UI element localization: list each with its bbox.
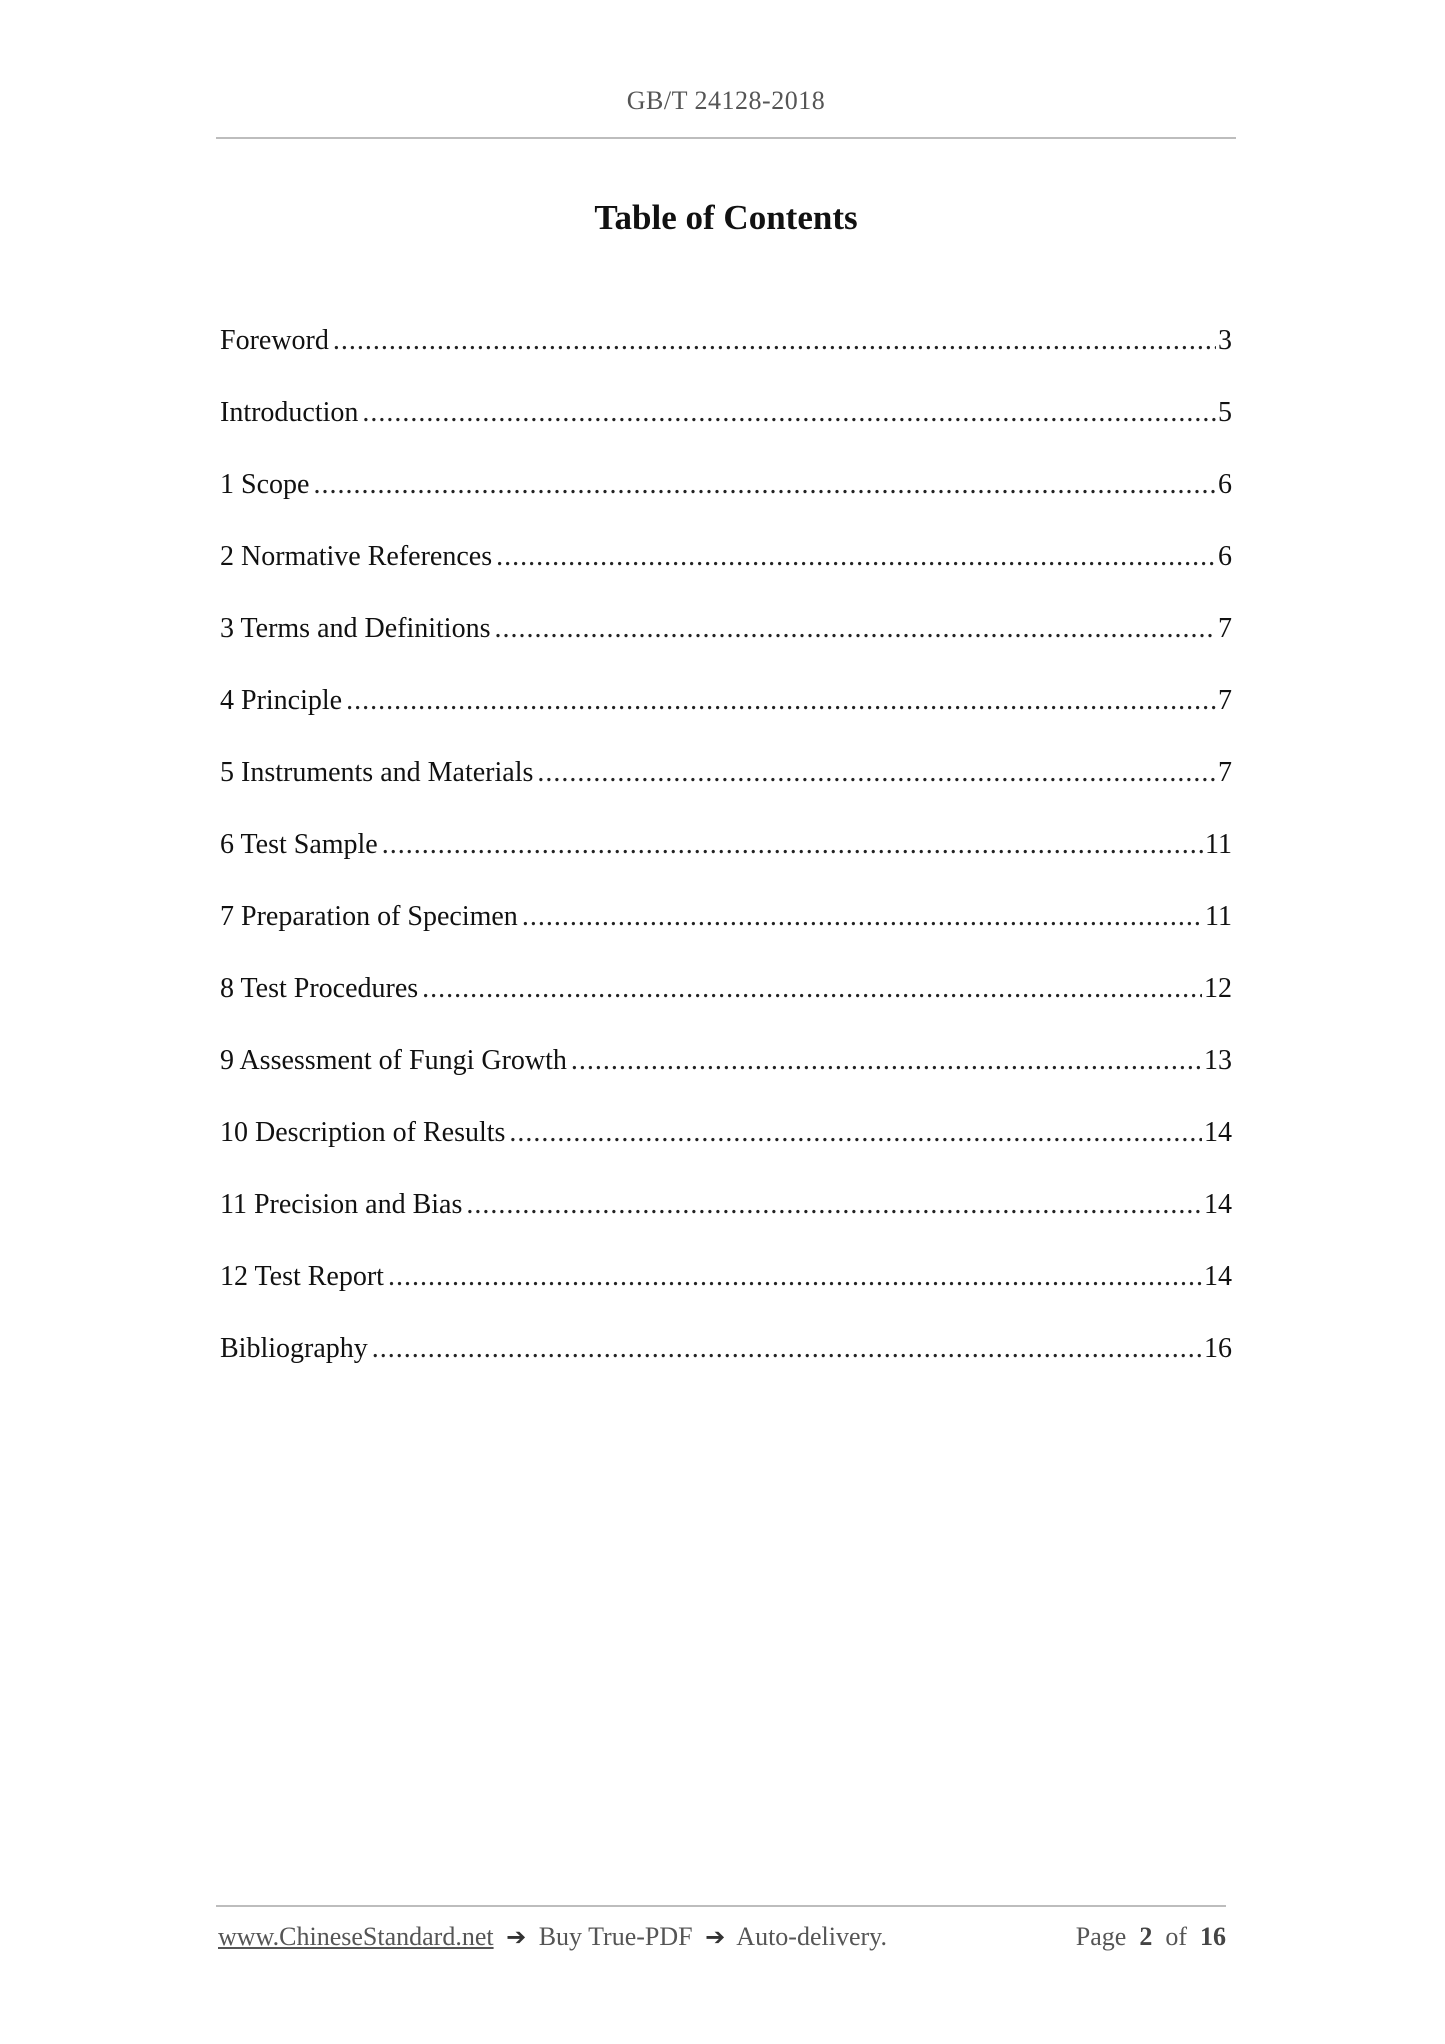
toc-title: Table of Contents: [594, 198, 858, 237]
toc-entry-page: 3: [1218, 325, 1232, 356]
toc-dot-leader: [313, 462, 1216, 508]
running-header: GB/T 24128-2018: [626, 86, 826, 115]
toc-entry-page: 14: [1204, 1189, 1232, 1220]
toc-list: [220, 318, 1232, 1398]
toc-dot-leader: [422, 966, 1202, 1012]
toc-entry-label: 5 Instruments and Materials: [220, 757, 534, 788]
toc-entry-test-procedures[interactable]: [220, 966, 1232, 1038]
toc-entry-description-of-results[interactable]: [220, 1110, 1232, 1182]
toc-entry-normative-references[interactable]: [220, 534, 1232, 606]
toc-entry-assessment-of-fungi-growth[interactable]: [220, 1038, 1232, 1110]
toc-entry-page: 7: [1218, 613, 1232, 644]
arrow-right-icon: ➔: [506, 1923, 527, 1951]
toc-entry-page: 11: [1205, 829, 1232, 860]
footer-promo: [218, 1922, 887, 1952]
toc-dot-leader: [382, 822, 1203, 868]
toc-dot-leader: [537, 750, 1216, 796]
header-rule: [216, 137, 1236, 139]
toc-entry-label: 10 Description of Results: [220, 1117, 506, 1148]
page-total: 16: [1200, 1922, 1226, 1951]
toc-entry-preparation-of-specimen[interactable]: [220, 894, 1232, 966]
toc-dot-leader: [496, 534, 1216, 580]
toc-entry-test-sample[interactable]: [220, 822, 1232, 894]
toc-dot-leader: [522, 894, 1203, 940]
footer-step-buy: Buy True-PDF: [538, 1922, 693, 1951]
page-footer: [218, 1922, 1226, 1952]
toc-entry-bibliography[interactable]: [220, 1326, 1232, 1398]
toc-entry-page: 7: [1218, 685, 1232, 716]
toc-entry-page: 11: [1205, 901, 1232, 932]
toc-dot-leader: [372, 1326, 1202, 1372]
toc-entry-label: 9 Assessment of Fungi Growth: [220, 1045, 567, 1076]
footer-step-delivery: Auto-delivery.: [736, 1922, 887, 1951]
toc-dot-leader: [333, 318, 1216, 364]
toc-entry-page: 14: [1204, 1261, 1232, 1292]
toc-dot-leader: [362, 390, 1216, 436]
toc-entry-label: 8 Test Procedures: [220, 973, 419, 1004]
page-word: Page: [1075, 1922, 1127, 1951]
toc-entry-page: 6: [1218, 469, 1232, 500]
toc-entry-page: 12: [1204, 973, 1232, 1004]
toc-entry-label: 12 Test Report: [220, 1261, 384, 1292]
site-link[interactable]: www.ChineseStandard.net: [218, 1922, 494, 1951]
toc-entry-label: 7 Preparation of Specimen: [220, 901, 518, 932]
toc-entry-label: 3 Terms and Definitions: [220, 613, 491, 644]
toc-entry-precision-and-bias[interactable]: [220, 1182, 1232, 1254]
toc-entry-label: 4 Principle: [220, 685, 343, 716]
toc-entry-terms-and-definitions[interactable]: [220, 606, 1232, 678]
toc-dot-leader: [494, 606, 1216, 652]
toc-entry-foreword[interactable]: [220, 318, 1232, 390]
toc-dot-leader: [346, 678, 1216, 724]
toc-entry-introduction[interactable]: [220, 390, 1232, 462]
toc-dot-leader: [571, 1038, 1202, 1084]
toc-entry-scope[interactable]: [220, 462, 1232, 534]
arrow-right-icon: ➔: [705, 1923, 726, 1951]
toc-entry-label: 6 Test Sample: [220, 829, 378, 860]
toc-dot-leader: [466, 1182, 1202, 1228]
toc-entry-test-report[interactable]: [220, 1254, 1232, 1326]
toc-entry-page: 16: [1204, 1333, 1232, 1364]
toc-entry-principle[interactable]: [220, 678, 1232, 750]
toc-dot-leader: [509, 1110, 1202, 1156]
of-word: of: [1165, 1922, 1187, 1951]
page-current: 2: [1139, 1922, 1153, 1951]
toc-dot-leader: [388, 1254, 1202, 1300]
toc-entry-label: Introduction: [220, 397, 359, 428]
toc-entry-label: 2 Normative References: [220, 541, 493, 572]
toc-entry-label: Bibliography: [220, 1333, 368, 1364]
page-number: [1076, 1922, 1226, 1952]
toc-entry-page: 5: [1218, 397, 1232, 428]
footer-rule: [216, 1905, 1226, 1907]
toc-entry-instruments-and-materials[interactable]: [220, 750, 1232, 822]
toc-entry-label: Foreword: [220, 325, 329, 356]
toc-entry-page: 7: [1218, 757, 1232, 788]
toc-entry-page: 6: [1218, 541, 1232, 572]
toc-entry-page: 13: [1204, 1045, 1232, 1076]
toc-entry-label: 11 Precision and Bias: [220, 1189, 463, 1220]
toc-entry-label: 1 Scope: [220, 469, 310, 500]
toc-entry-page: 14: [1204, 1117, 1232, 1148]
